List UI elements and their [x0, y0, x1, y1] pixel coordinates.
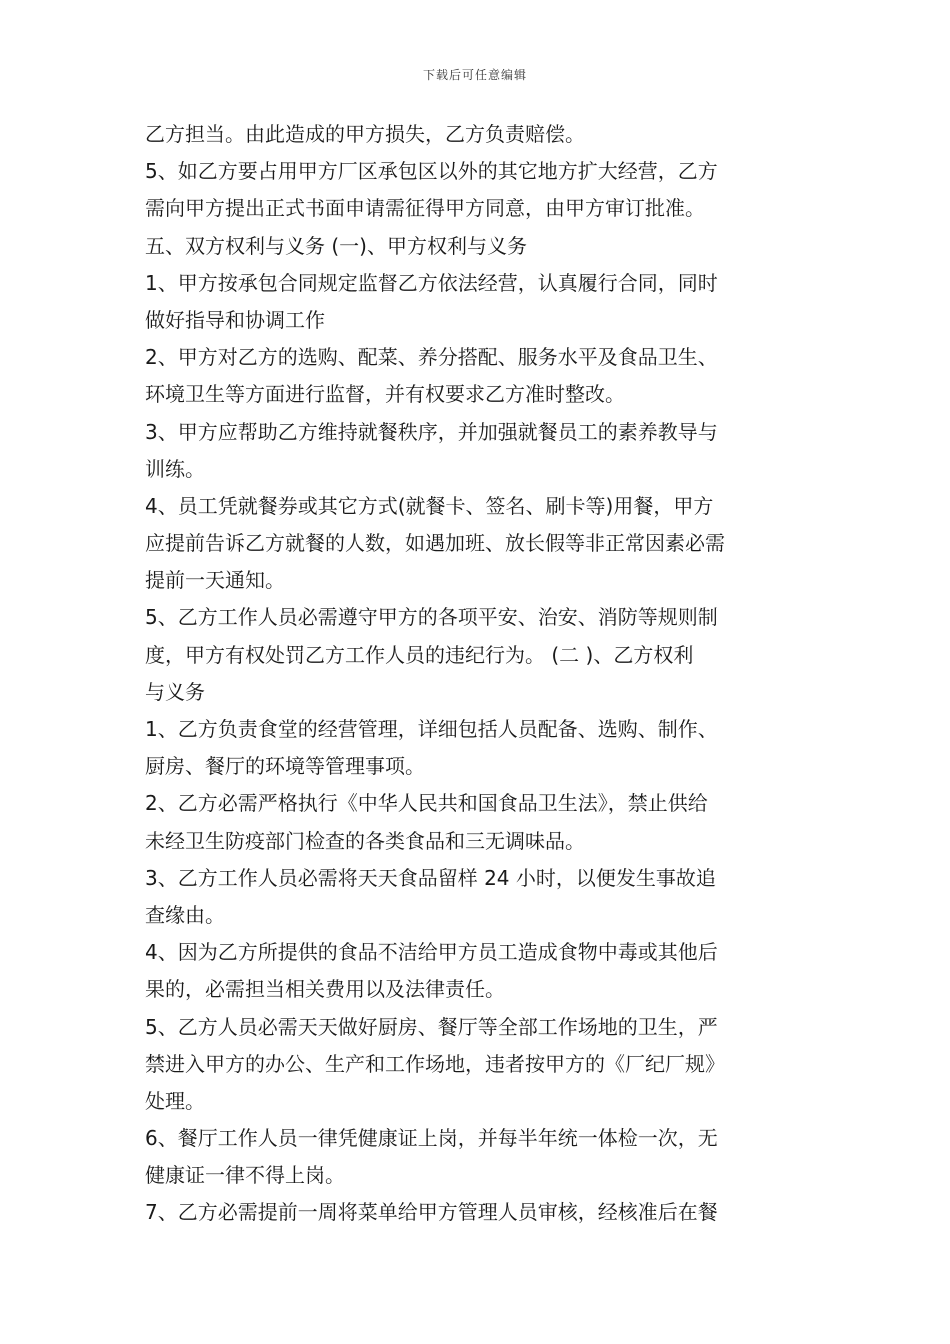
text-line: 与义务	[145, 679, 205, 704]
text-line: 2、甲方对乙方的选购、配菜、养分搭配、服务水平及食品卫生、	[145, 345, 718, 370]
text-line: 2、乙方必需严格执行《中华人民共和国食品卫生法》，禁止供给	[145, 791, 708, 816]
text-line: 3、乙方工作人员必需将天天食品留样 24 小时，以便发生事故追	[145, 865, 716, 890]
text-line: 5、乙方工作人员必需遵守甲方的各项平安、治安、消防等规则制	[145, 605, 718, 630]
document-body	[145, 116, 810, 1232]
text-line: 度，甲方有权处罚乙方工作人员的违纪行为。 (二 )、乙方权利	[145, 642, 694, 667]
text-line: 6、餐厅工作人员一律凭健康证上岗，并每半年统一体检一次，无	[145, 1126, 718, 1151]
text-line: 处理。	[145, 1088, 205, 1113]
text-line: 需向甲方提出正式书面申请需征得甲方同意，由甲方审订批准。	[145, 196, 705, 221]
text-line: 环境卫生等方面进行监督，并有权要求乙方准时整改。	[145, 382, 625, 407]
text-line: 应提前告诉乙方就餐的人数，如遇加班、放长假等非正常因素必需	[145, 531, 725, 556]
text-line: 乙方担当。由此造成的甲方损失，乙方负责赔偿。	[145, 122, 585, 146]
text-line: 健康证一律不得上岗。	[145, 1163, 345, 1188]
text-line: 训练。	[145, 456, 205, 481]
text-line: 厨房、餐厅的环境等管理事项。	[145, 754, 425, 779]
text-line: 禁进入甲方的办公、生产和工作场地，违者按甲方的《厂纪厂规》	[145, 1051, 725, 1076]
text-line: 3、甲方应帮助乙方维持就餐秩序，并加强就餐员工的素养教导与	[145, 419, 718, 444]
text-line: 提前一天通知。	[145, 568, 285, 593]
text-line: 做好指导和协调工作	[145, 307, 325, 332]
text-line: 4、员工凭就餐券或其它方式(就餐卡、签名、刷卡等)用餐，甲方	[145, 493, 714, 518]
text-line: 5、如乙方要占用甲方厂区承包区以外的其它地方扩大经营，乙方	[145, 159, 718, 184]
text-line: 7、乙方必需提前一周将菜单给甲方管理人员审核，经核准后在餐	[145, 1200, 718, 1225]
text-line: 果的，必需担当相关费用以及法律责任。	[145, 977, 505, 1002]
text-line: 查缘由。	[145, 902, 225, 927]
text-line: 1、乙方负责食堂的经营管理，详细包括人员配备、选购、制作、	[145, 717, 718, 741]
text-line: 4、因为乙方所提供的食品不洁给甲方员工造成食物中毒或其他后	[145, 940, 718, 965]
text-line: 未经卫生防疫部门检查的各类食品和三无调味品。	[145, 828, 585, 853]
text-line: 1、甲方按承包合同规定监督乙方依法经营，认真履行合同，同时	[145, 270, 718, 295]
section-heading-line: 五、双方权利与义务 (一)、甲方权利与义务	[145, 233, 527, 258]
page-header: 下载后可任意编辑	[422, 68, 527, 82]
text-line: 5、乙方人员必需天天做好厨房、餐厅等全部工作场地的卫生，严	[145, 1014, 718, 1039]
